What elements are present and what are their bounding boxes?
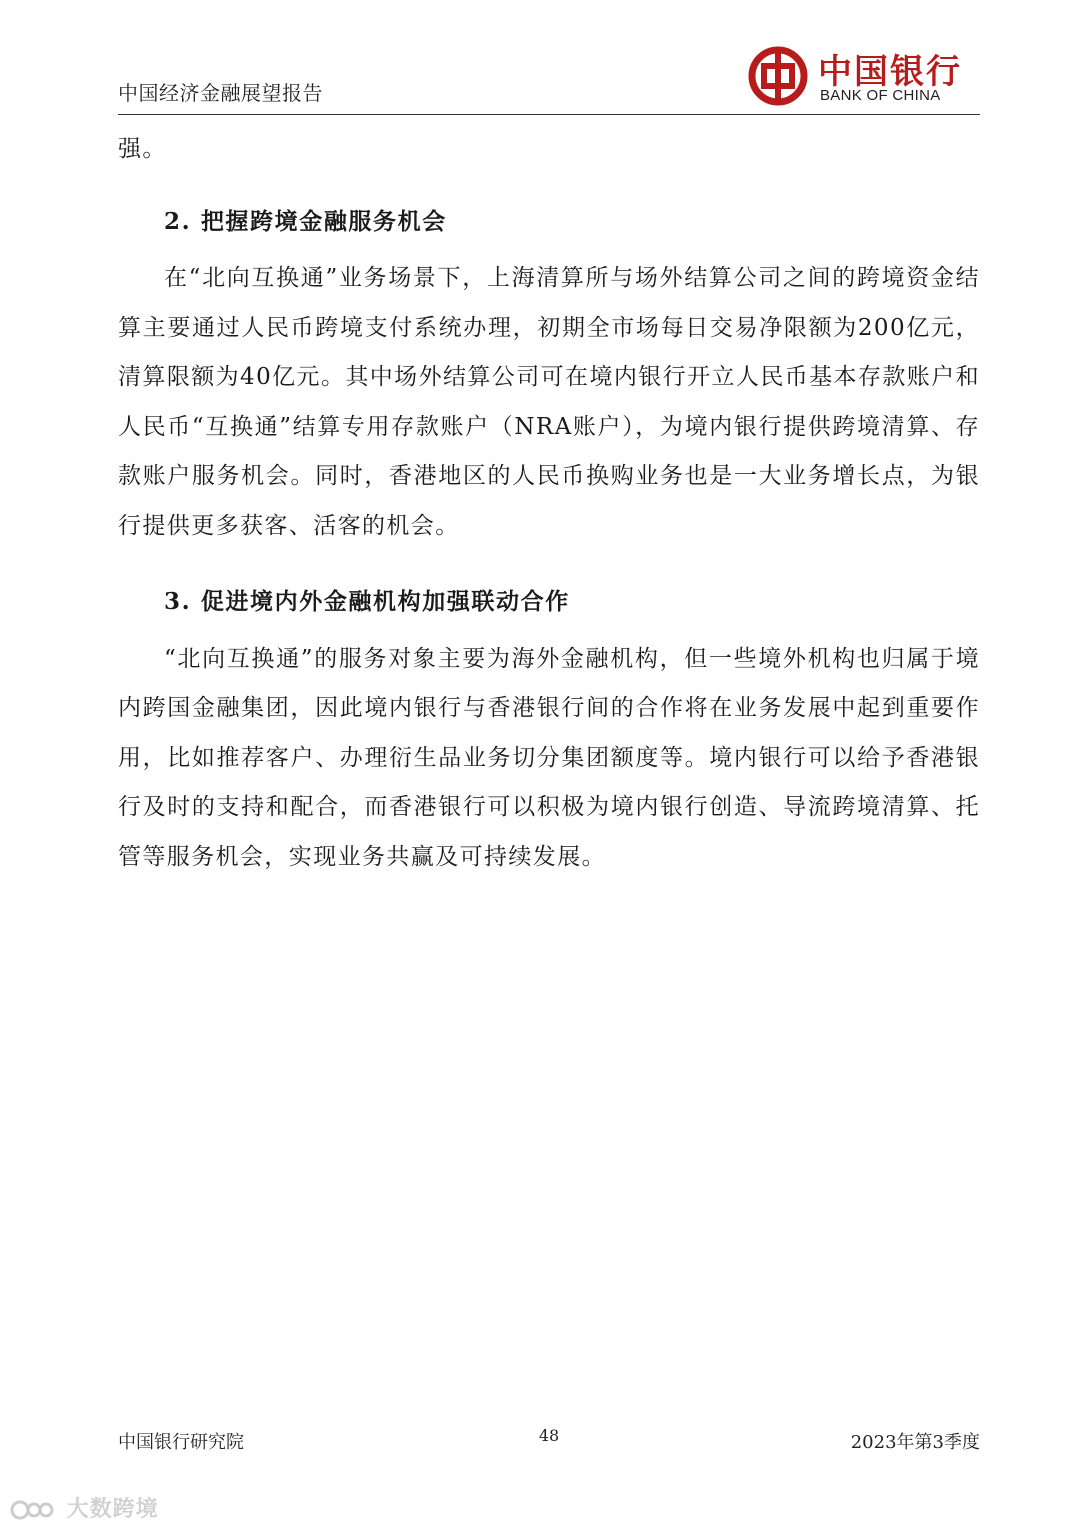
logo-english-text: BANK OF CHINA [820,87,941,104]
logo-chinese-text: 中国银行 [818,52,962,92]
section-3-heading: 3. 促进境内外金融机构加强联动合作 [164,588,570,615]
section-3-paragraph: “北向互换通”的服务对象主要为海外金融机构，但一些境外机构也归属于境内跨国金融集团，因此境内银行与香港银行间的合作将在业务发展中起到重要作用，比如推荐客户、办理衍生品业务切分集团额度等。境内银行可以给予香港银行及时的支持和配合，而香港银行可以积极为境内银行创造、导流跨境清算、托管等服务机会，实现业务共赢及可持续发展。 [118,645,980,870]
page-header [118,40,980,115]
report-title: 中国经济金融展望报告 [118,81,323,105]
bank-logo [748,42,968,108]
page-content [118,125,980,882]
watermark-text: 大数跨境 [66,1497,159,1522]
bank-of-china-emblem-icon [748,46,808,106]
section-2-paragraph: 在“北向互换通”业务场景下，上海清算所与场外结算公司之间的跨境资金结算主要通过人民币跨境支付系统办理，初期全市场每日交易净限额为200亿元，清算限额为40亿元。其中场外结算公司可在境内银行开立人民币基本存款账户和人民币“互换通”结算专用存款账户（NRA账户），为境内银行提供跨境清算、存款账户服务机会。同时，香港地区的人民币换购业务也是一大业务增长点，为银行提供更多获客、活客的机会。 [118,265,980,539]
logo-icon [10,1498,54,1522]
footer-institute: 中国银行研究院 [118,1432,244,1453]
carryover-text: 强。 [118,136,167,162]
watermark [10,1492,159,1523]
page-number: 48 [538,1426,560,1445]
page-footer [118,1428,980,1458]
footer-quarter: 2023年第3季度 [850,1432,980,1453]
section-2-heading: 2. 把握跨境金融服务机会 [164,207,447,235]
